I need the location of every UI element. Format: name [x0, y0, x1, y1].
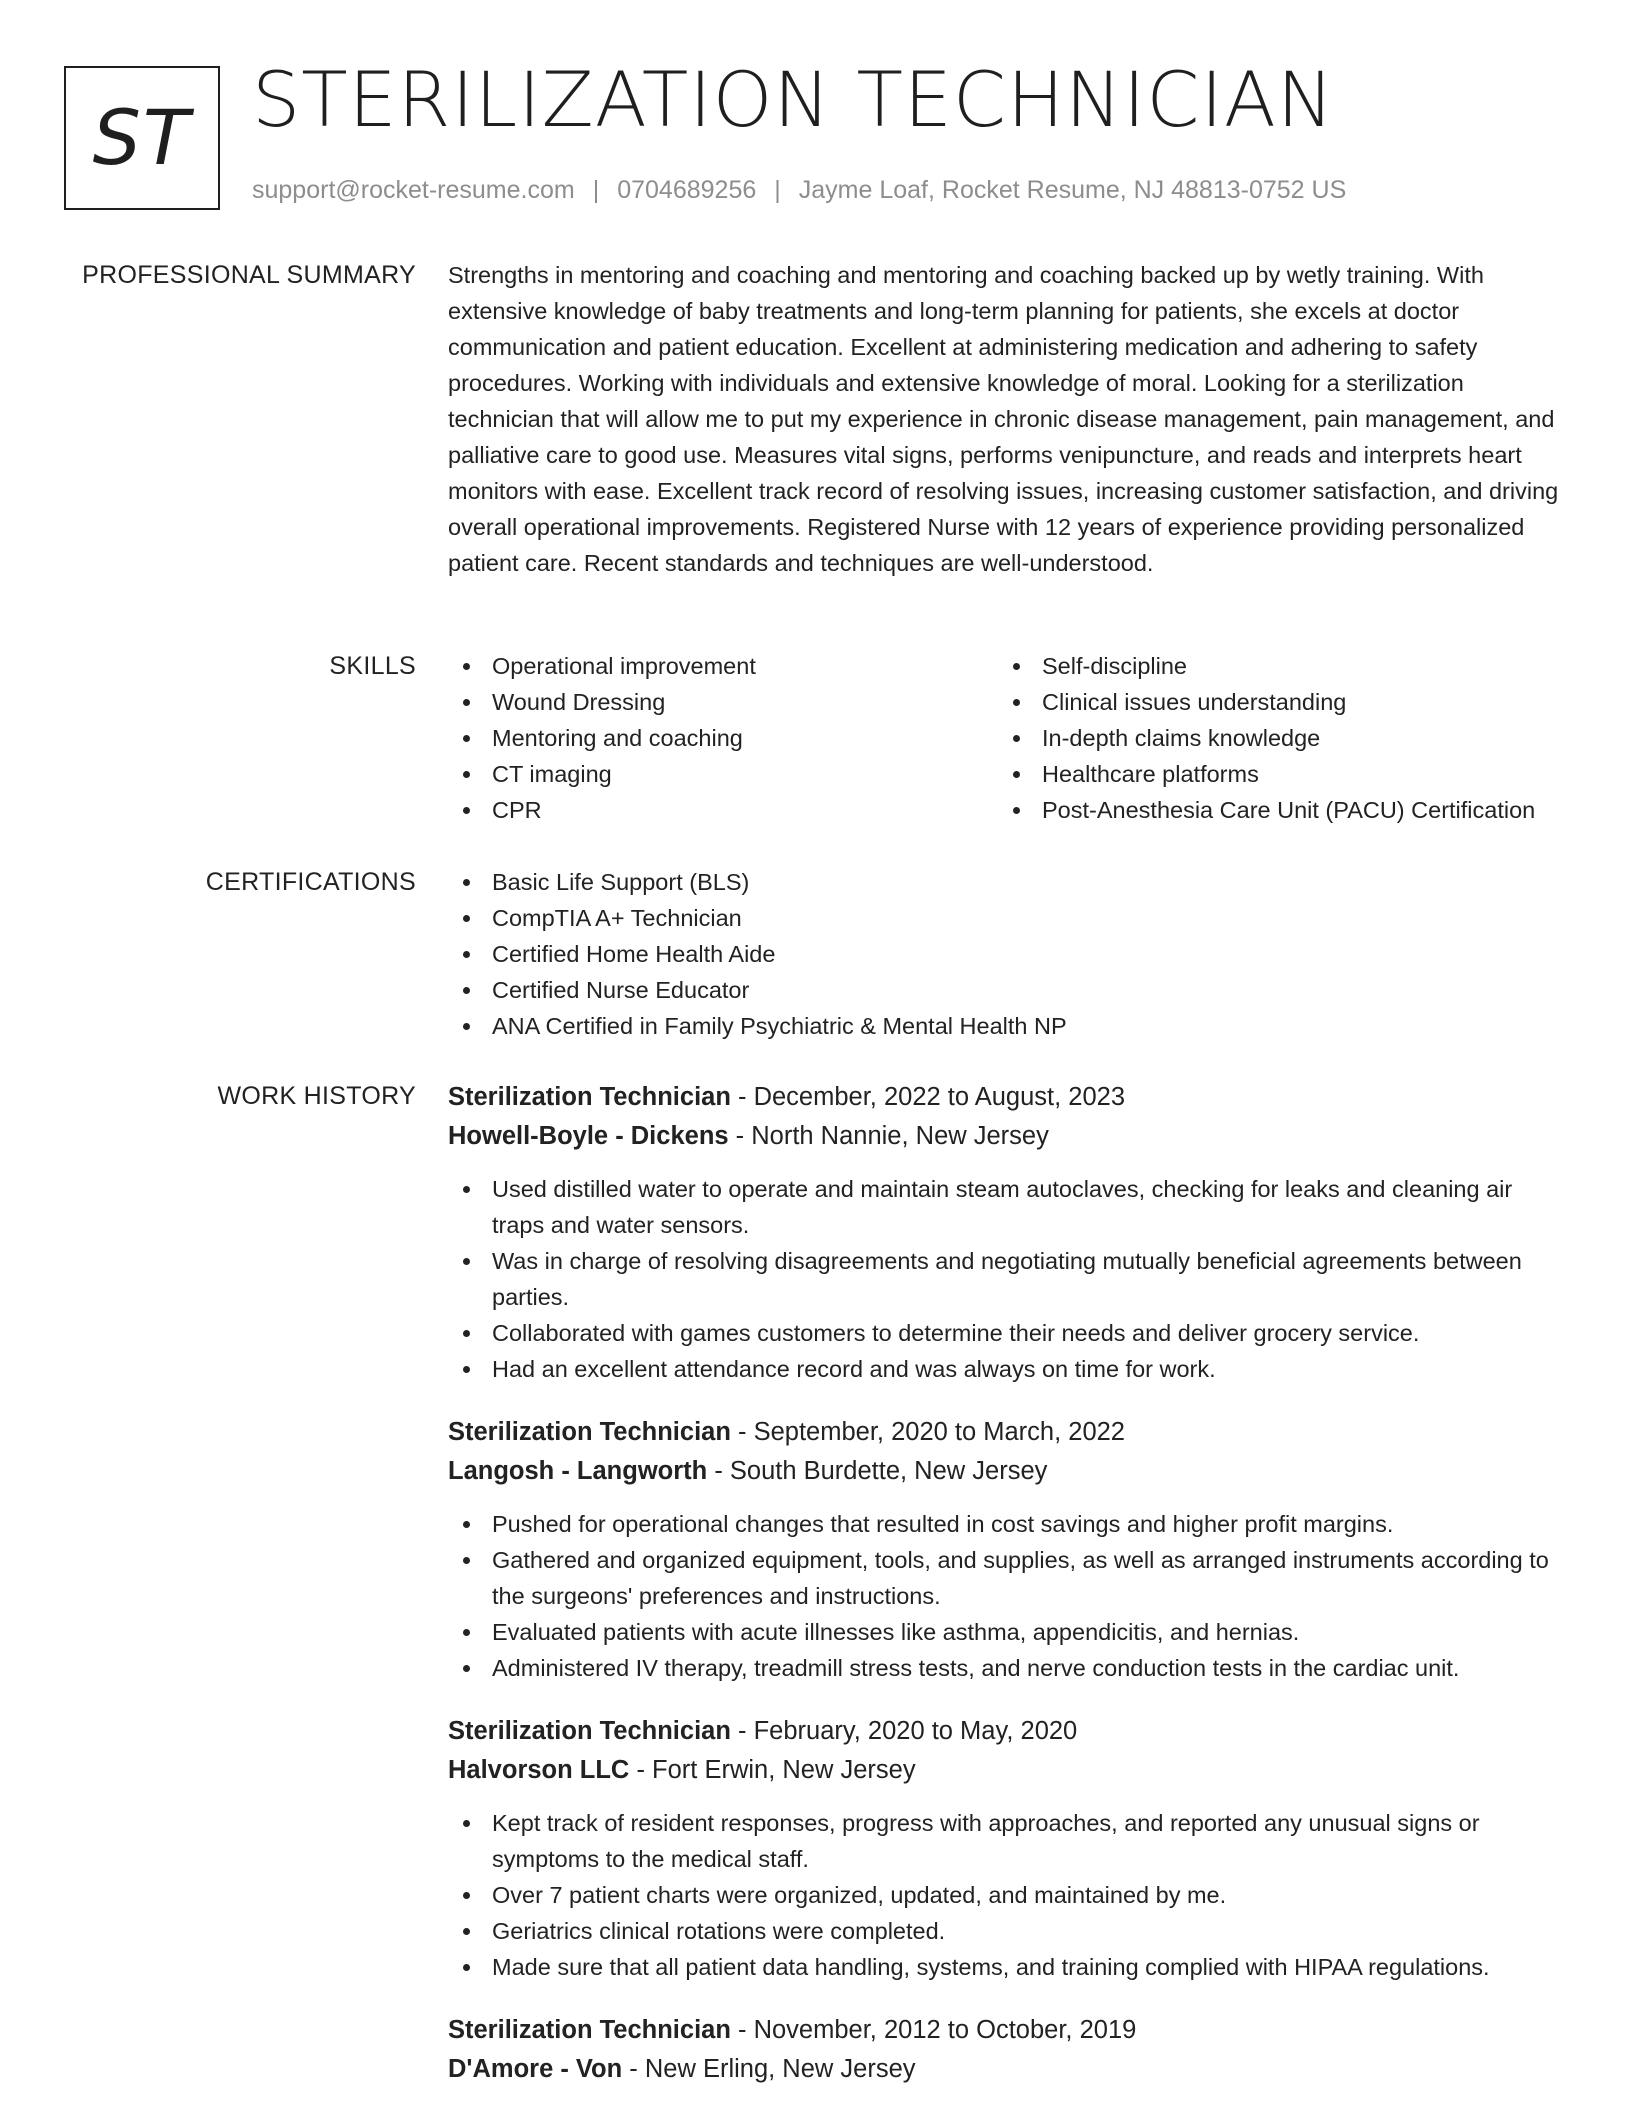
contact-email[interactable]: support@rocket-resume.com	[252, 176, 575, 204]
list-item: Clinical issues understanding	[998, 684, 1568, 720]
list-item: Post-Anesthesia Care Unit (PACU) Certification	[998, 792, 1568, 828]
list-item: In-depth claims knowledge	[998, 720, 1568, 756]
work-history-body	[448, 1078, 1568, 2112]
skills-columns	[448, 648, 1568, 828]
contact-line	[252, 176, 1346, 205]
job-bullets	[448, 1805, 1568, 1985]
contact-phone[interactable]: 0704689256	[617, 176, 757, 204]
certifications-body	[448, 864, 1568, 1044]
job-title: Sterilization Technician	[448, 2016, 731, 2044]
list-item: ANA Certified in Family Psychiatric & Mental Health NP	[448, 1008, 1568, 1044]
candidate-title: STERILIZATION TECHNICIAN	[252, 55, 1335, 144]
job-title: Sterilization Technician	[448, 1083, 731, 1111]
monogram-box	[64, 66, 220, 210]
list-item: Kept track of resident responses, progress with approaches, and reported any unusual signs or symptoms to the medical staff.	[448, 1805, 1568, 1877]
list-item: Pushed for operational changes that resulted in cost savings and higher profit margins.	[448, 1506, 1568, 1542]
job-company-line	[448, 2050, 1568, 2089]
job-company-line	[448, 1117, 1568, 1156]
job-entry	[448, 2011, 1568, 2089]
section-heading-skills: SKILLS	[329, 652, 416, 680]
job-bullets	[448, 1171, 1568, 1387]
list-item: Used distilled water to operate and maintain steam autoclaves, checking for leaks and cleaning air traps and water sensors.	[448, 1171, 1568, 1243]
job-title-line	[448, 2011, 1568, 2050]
job-entry	[448, 1413, 1568, 1686]
list-item: Made sure that all patient data handling, systems, and training complied with HIPAA regulations.	[448, 1949, 1568, 1985]
list-item: Self-discipline	[998, 648, 1568, 684]
job-entry	[448, 1078, 1568, 1387]
job-location: - North Nannie, New Jersey	[728, 1122, 1049, 1150]
job-title: Sterilization Technician	[448, 1717, 731, 1745]
list-item: Collaborated with games customers to determine their needs and deliver grocery service.	[448, 1315, 1568, 1351]
list-item: Geriatrics clinical rotations were completed.	[448, 1913, 1568, 1949]
job-company-line	[448, 1751, 1568, 1790]
contact-address: Jayme Loaf, Rocket Resume, NJ 48813-0752 US	[798, 176, 1347, 204]
list-item: Had an excellent attendance record and was always on time for work.	[448, 1351, 1568, 1387]
list-item: Certified Home Health Aide	[448, 936, 1568, 972]
job-entry	[448, 1712, 1568, 1985]
job-company: D'Amore - Von	[448, 2055, 623, 2083]
job-dates: - November, 2012 to October, 2019	[730, 2016, 1137, 2044]
list-item: Mentoring and coaching	[448, 720, 998, 756]
section-heading-summary: PROFESSIONAL SUMMARY	[82, 261, 416, 289]
job-dates: - February, 2020 to May, 2020	[730, 1717, 1078, 1745]
list-item: Wound Dressing	[448, 684, 998, 720]
job-title-line	[448, 1413, 1568, 1452]
job-company: Halvorson LLC	[448, 1756, 630, 1784]
list-item: Operational improvement	[448, 648, 998, 684]
list-item: CPR	[448, 792, 998, 828]
list-item: Healthcare platforms	[998, 756, 1568, 792]
job-dates: - September, 2020 to March, 2022	[730, 1418, 1125, 1446]
contact-separator: |	[592, 176, 600, 204]
job-dates: - December, 2022 to August, 2023	[730, 1083, 1126, 1111]
job-bullets	[448, 1506, 1568, 1686]
list-item: Was in charge of resolving disagreements and negotiating mutually beneficial agreements between parties.	[448, 1243, 1568, 1315]
list-item: Over 7 patient charts were organized, updated, and maintained by me.	[448, 1877, 1568, 1913]
section-heading-work-history: WORK HISTORY	[217, 1082, 416, 1110]
contact-separator: |	[774, 176, 781, 204]
skills-list-right	[998, 648, 1568, 828]
list-item: Gathered and organized equipment, tools, and supplies, as well as arranged instruments according to the surgeons' preferences and instructions.	[448, 1542, 1568, 1614]
job-company: Howell-Boyle - Dickens	[448, 1122, 729, 1150]
job-location: - New Erling, New Jersey	[622, 2055, 916, 2083]
summary-text: Strengths in mentoring and coaching and mentoring and coaching backed up by wetly training. With extensive knowledge of baby treatments and long-term planning for patients, she excels at doctor communication and patient education. Excellent at administering medication and adhering to safety procedures. Working with individuals and extensive knowledge of moral. Looking for a sterilization technician that will allow me to put my experience in chronic disease management, pain management, and palliative care to good use. Measures vital signs, performs venipuncture, and reads and interprets heart monitors with ease. Excellent track record of resolving issues, increasing customer satisfaction, and driving overall operational improvements. Registered Nurse with 12 years of experience providing personalized patient care. Recent standards and techniques are well-understood.	[448, 262, 1559, 576]
skills-list-left	[448, 648, 998, 828]
job-company: Langosh - Langworth	[448, 1457, 708, 1485]
list-item: Basic Life Support (BLS)	[448, 864, 1568, 900]
list-item: Administered IV therapy, treadmill stress tests, and nerve conduction tests in the cardiac unit.	[448, 1650, 1568, 1686]
job-company-line	[448, 1452, 1568, 1491]
job-title: Sterilization Technician	[448, 1418, 731, 1446]
job-location: - South Burdette, New Jersey	[707, 1457, 1048, 1485]
monogram-initials: ST	[92, 93, 192, 182]
list-item: Certified Nurse Educator	[448, 972, 1568, 1008]
job-location: - Fort Erwin, New Jersey	[629, 1756, 916, 1784]
job-title-line	[448, 1712, 1568, 1751]
job-title-line	[448, 1078, 1568, 1117]
section-heading-certifications: CERTIFICATIONS	[205, 868, 416, 896]
list-item: CompTIA A+ Technician	[448, 900, 1568, 936]
list-item: Evaluated patients with acute illnesses like asthma, appendicitis, and hernias.	[448, 1614, 1568, 1650]
list-item: CT imaging	[448, 756, 998, 792]
certifications-list	[448, 864, 1568, 1044]
